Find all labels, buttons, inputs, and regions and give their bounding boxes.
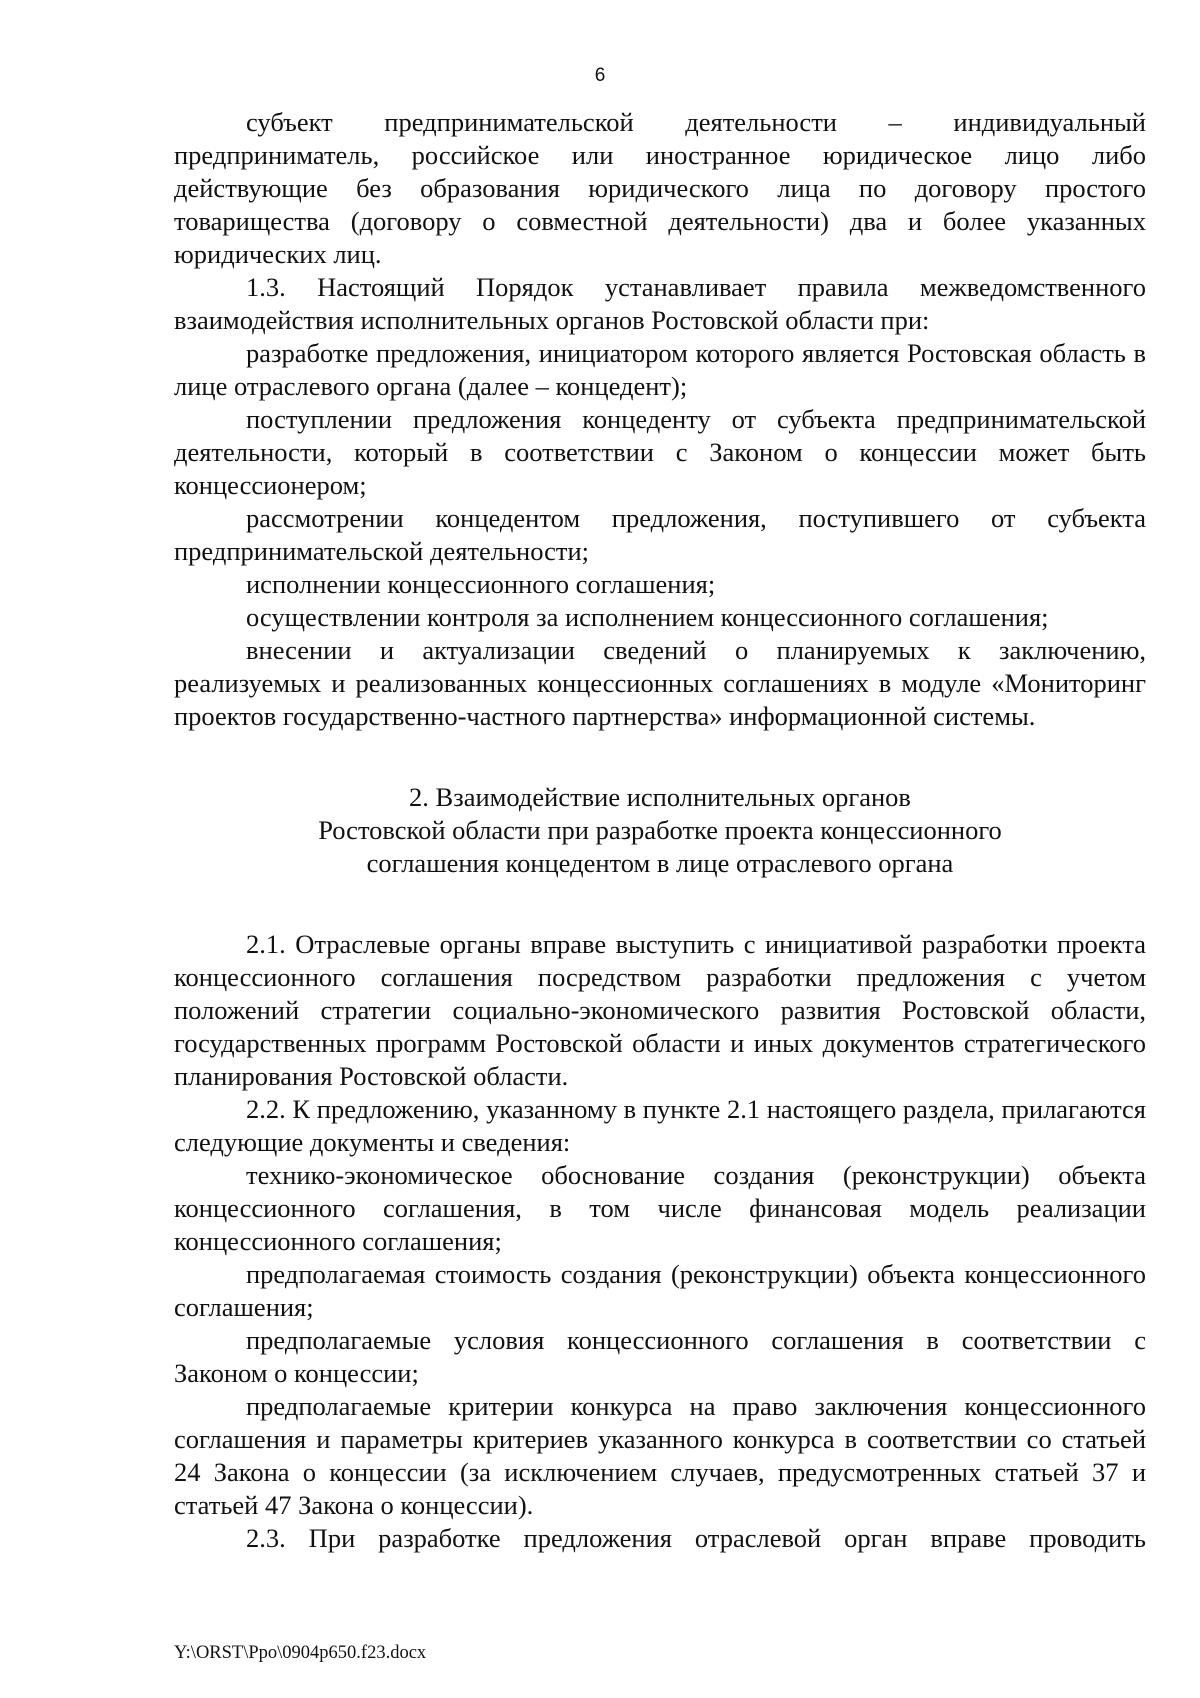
- paragraph: исполнении концессионного соглашения;: [246, 569, 716, 599]
- section-heading-line: соглашения концедентом в лице отраслевого органа: [366, 848, 954, 878]
- paragraph: предполагаемые критерии конкурса на право заключения концессионного соглашения и параметры критериев указанного конкурса в соответствии со статьей 24 Закона о концессии (за исключением случаев, предусмотренных статьей 37 и статьей 47 Закона о концессии).: [174, 1391, 1146, 1520]
- footer-file-path: Y:\ORST\Ppo\0904p650.f23.docx: [174, 1643, 427, 1663]
- paragraph: предполагаемая стоимость создания (реконструкции) объекта концессионного соглашения;: [174, 1259, 1146, 1322]
- paragraph: субъект предпринимательской деятельности – индивидуальный предприниматель, российское или иностранное юридическое лицо либо действующие без образования юридического лица по договору простого товарищества (договору о совместной деятельности) два и более указанных юридических лиц.: [174, 107, 1146, 269]
- paragraph: рассмотрении концедентом предложения, поступившего от субъекта предпринимательской деятельности;: [174, 503, 1146, 566]
- section-heading-line: Ростовской области при разработке проекта концессионного: [318, 815, 1002, 845]
- paragraph: технико-экономическое обоснование создания (реконструкции) объекта концессионного соглашения, в том числе финансовая модель реализации концессионного соглашения;: [174, 1160, 1146, 1256]
- document-body: [174, 106, 1146, 1555]
- paragraph: разработке предложения, инициатором которого является Ростовская область в лице отраслевого органа (далее – концедент);: [174, 338, 1146, 401]
- paragraph: осуществлении контроля за исполнением концессионного соглашения;: [246, 602, 1049, 632]
- paragraph: предполагаемые условия концессионного соглашения в соответствии с Законом о концессии;: [174, 1325, 1146, 1388]
- paragraph: 2.1. Отраслевые органы вправе выступить с инициативой разработки проекта концессионного соглашения посредством разработки предложения с учетом положений стратегии социально-экономического развития Ростовской области, государственных программ Ростовской области и иных документов стратегического планирования Ростовской области.: [174, 929, 1146, 1091]
- paragraph: 2.2. К предложению, указанному в пункте 2.1 настоящего раздела, прилагаются следующие документы и сведения:: [174, 1094, 1146, 1157]
- page-number: 6: [594, 65, 606, 86]
- section-heading: [174, 733, 1146, 928]
- paragraph: внесении и актуализации сведений о планируемых к заключению, реализуемых и реализованных концессионных соглашениях в модуле «Мониторинг проектов государственно-частного партнерства» информационной системы.: [174, 635, 1146, 731]
- paragraph: поступлении предложения концеденту от субъекта предпринимательской деятельности, который в соответствии с Законом о концессии может быть концессионером;: [174, 404, 1146, 500]
- paragraph: 2.3. При разработке предложения отраслевой орган вправе проводить: [246, 1523, 1146, 1553]
- paragraph: 1.3. Настоящий Порядок устанавливает правила межведомственного взаимодействия исполнительных органов Ростовской области при:: [174, 272, 1146, 335]
- section-heading-line: 2. Взаимодействие исполнительных органов: [409, 782, 911, 812]
